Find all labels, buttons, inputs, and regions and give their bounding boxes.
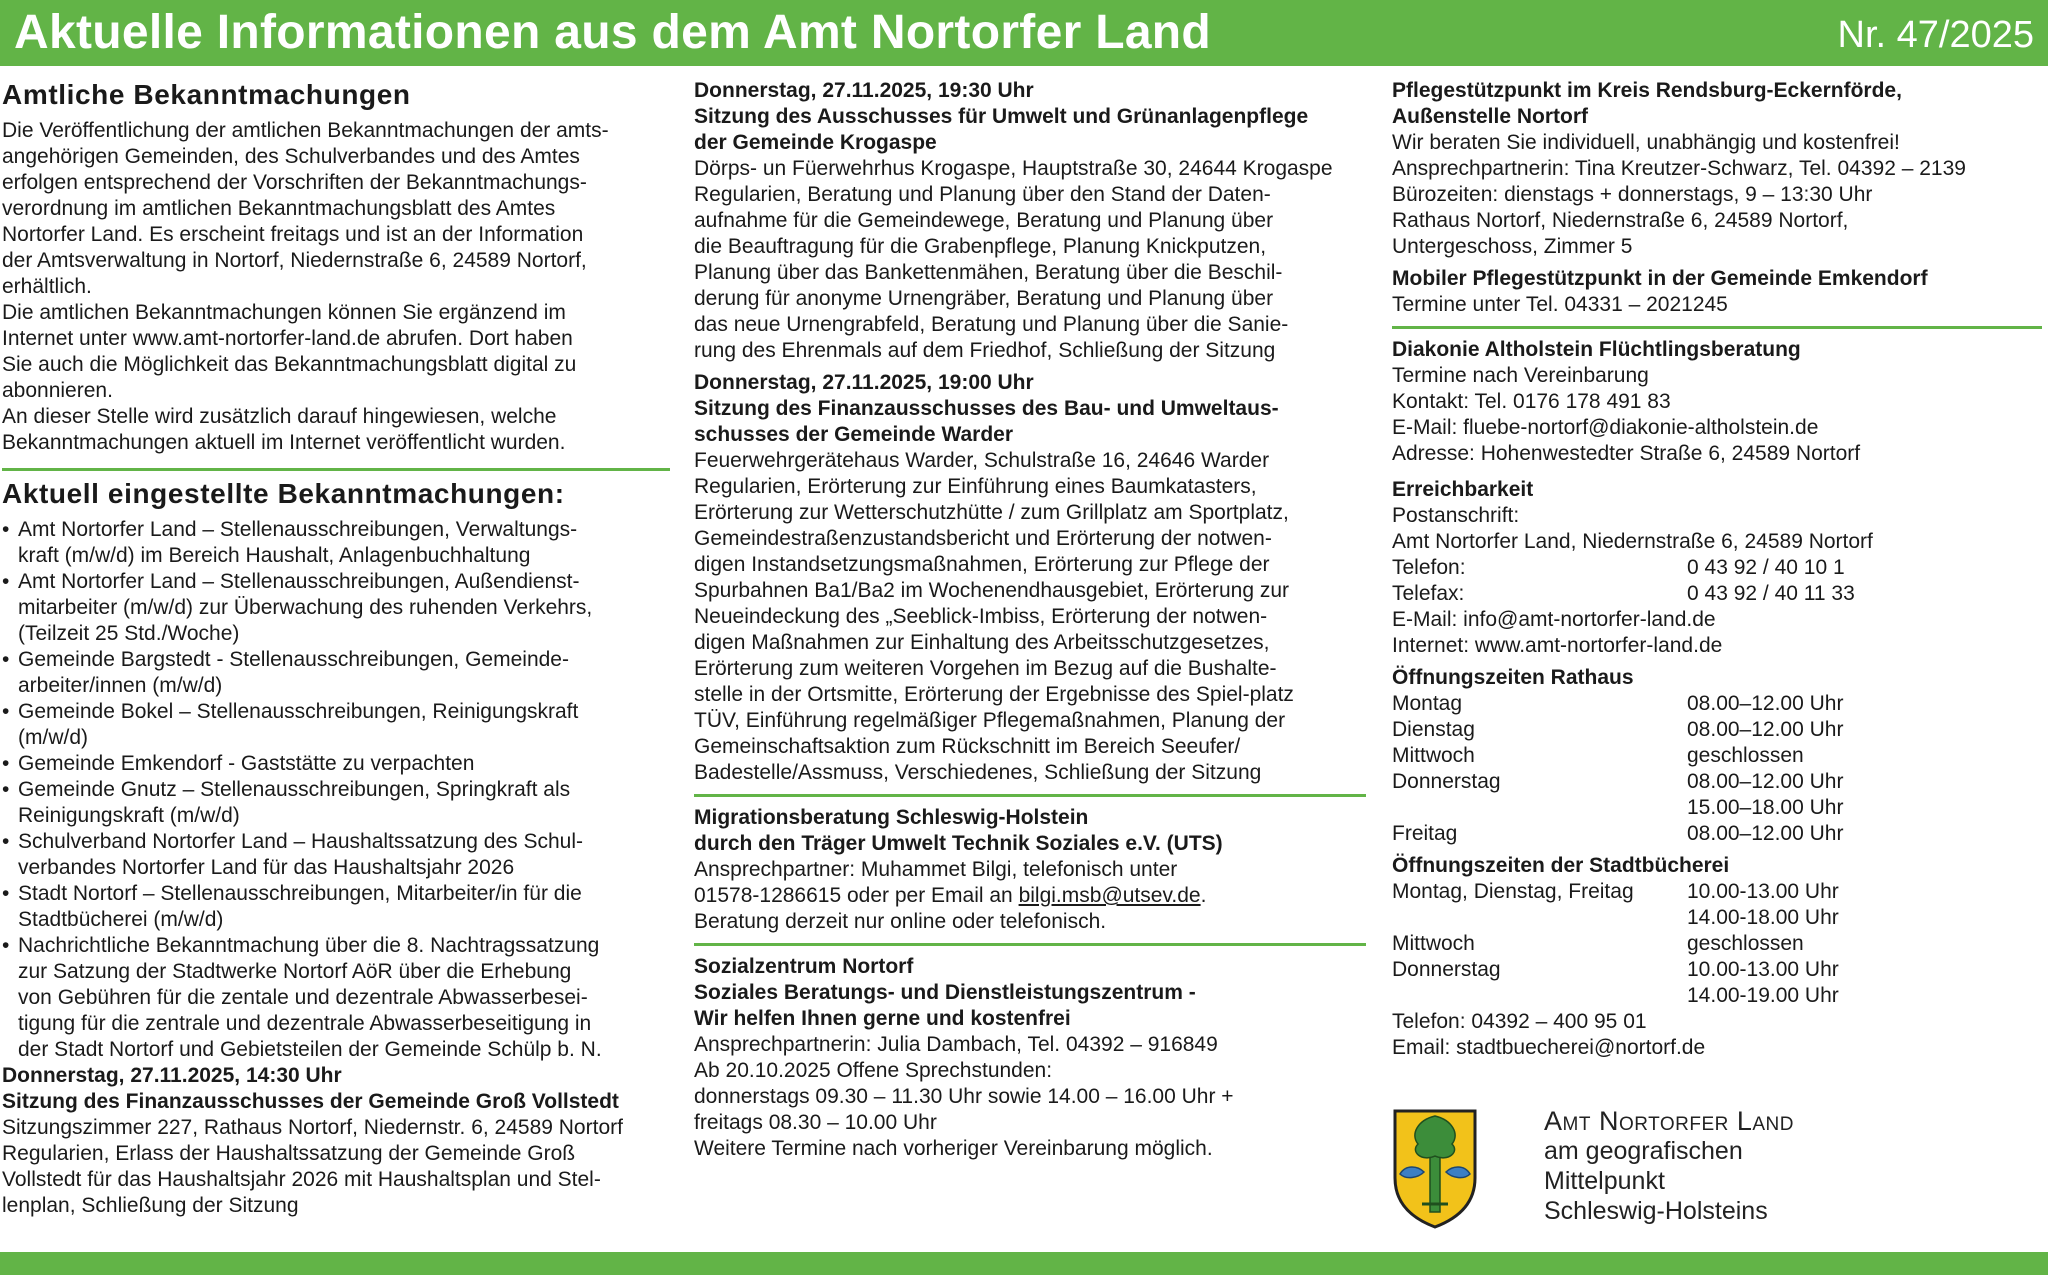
sozialzentrum-line: donnerstags 09.30 – 11.30 Uhr sowie 14.00 – 16.00 Uhr + xyxy=(694,1085,1234,1108)
internet-line: Internet: www.amt-nortorfer-land.de xyxy=(1392,634,1723,657)
list-item: • Gemeinde Emkendorf - Gaststätte zu verpachten xyxy=(2,751,670,777)
divider xyxy=(1392,326,2042,329)
coat-of-arms-icon xyxy=(1392,1108,1478,1230)
meeting-line: derung für anonyme Urnengräber, Beratung und Planung über xyxy=(694,287,1274,310)
intro-line: erfolgen entsprechend der Vorschriften der Bekanntmachungs- xyxy=(2,171,587,194)
intro-text xyxy=(2,118,670,456)
meeting-title xyxy=(694,104,1366,156)
meeting-line: digen Instandsetzungsmaßnahmen, Erörterung zur Pflege der xyxy=(694,553,1270,576)
meeting-line: Feuerwehrgerätehaus Warder, Schulstraße 16, 24646 Warder xyxy=(694,449,1270,472)
meeting-title-line: Sitzung des Ausschusses für Umwelt und Grünanlagenpflege xyxy=(694,105,1309,128)
pflege-title-line: Außenstelle Nortorf xyxy=(1392,105,1589,128)
meeting-date: Donnerstag, 27.11.2025, 19:00 Uhr xyxy=(694,371,1034,394)
list-item: • Gemeinde Bokel – Stellenausschreibungen, Reinigungskraft (m/w/d) xyxy=(2,699,670,751)
pflege-line: Ansprechpartnerin: Tina Kreutzer-Schwarz, Tel. 04392 – 2139 xyxy=(1392,157,1966,180)
hours-row: Freitag 08.00–12.00 Uhr xyxy=(1392,822,1844,845)
sozialzentrum-title-line: Wir helfen Ihnen gerne und kostenfrei xyxy=(694,1007,1071,1030)
logo-title: Amt Nortorfer Land xyxy=(1544,1106,1794,1136)
rathaus-hours-title: Öffnungszeiten Rathaus xyxy=(1392,666,1634,689)
pflege-details xyxy=(1392,130,2042,260)
meeting-line: Regularien, Erlass der Haushaltssatzung der Gemeinde Groß xyxy=(2,1142,576,1165)
sozialzentrum-title-line: Soziales Beratungs- und Dienstleistungszentrum - xyxy=(694,981,1196,1004)
sozialzentrum-title xyxy=(694,954,1366,1032)
migration-title-line: durch den Träger Umwelt Technik Soziales e.V. (UTS) xyxy=(694,832,1223,855)
intro-line: Bekanntmachungen aktuell im Internet veröffentlicht wurden. xyxy=(2,431,566,454)
diakonie-line: Kontakt: Tel. 0176 178 491 83 xyxy=(1392,390,1671,413)
library-hours-title: Öffnungszeiten der Stadtbücherei xyxy=(1392,854,1730,877)
telefax-row: Telefax: 0 43 92 / 40 11 33 xyxy=(1392,582,1855,605)
section-heading-aktuell: Aktuell eingestellte Bekanntmachungen: xyxy=(2,478,565,509)
column-left xyxy=(2,78,670,1219)
meeting-date: Donnerstag, 27.11.2025, 14:30 Uhr xyxy=(2,1064,342,1087)
meeting-line: Planung über das Bankettenmähen, Beratung über die Beschil- xyxy=(694,261,1283,284)
migration-title-line: Migrationsberatung Schleswig-Holstein xyxy=(694,806,1089,829)
rathaus-hours-table xyxy=(1392,691,2042,847)
page-title: Aktuelle Informationen aus dem Amt Nortorfer Land xyxy=(14,6,1212,59)
migration-contact: Ansprechpartner: Muhammet Bilgi, telefonisch unter xyxy=(694,858,1178,881)
meeting-line: rung des Ehrenmals auf dem Friedhof, Schließung der Sitzung xyxy=(694,339,1276,362)
sozialzentrum-line: Weitere Termine nach vorheriger Vereinbarung möglich. xyxy=(694,1137,1213,1160)
migration-note: Beratung derzeit nur online oder telefonisch. xyxy=(694,910,1107,933)
meeting-line: aufnahme für die Gemeindewege, Beratung und Planung über xyxy=(694,209,1274,232)
diakonie-line: Adresse: Hohenwestedter Straße 6, 24589 Nortorf xyxy=(1392,442,1861,465)
library-hours-table xyxy=(1392,879,2042,1009)
amt-logo xyxy=(1392,1106,2042,1236)
page-header xyxy=(0,0,2048,66)
email-line: E-Mail: info@amt-nortorfer-land.de xyxy=(1392,608,1716,631)
hours-row: Donnerstag 08.00–12.00 Uhr xyxy=(1392,770,1844,793)
meeting-title-line: schusses der Gemeinde Warder xyxy=(694,423,1014,446)
meeting-line: Regularien, Beratung und Planung über den Stand der Daten- xyxy=(694,183,1271,206)
intro-line: Sie auch die Möglichkeit das Bekanntmachungsblatt digital zu xyxy=(2,353,577,376)
list-item: • Amt Nortorfer Land – Stellenausschreibungen, Verwaltungs- kraft (m/w/d) im Bereich Haushalt, Anlagenbuchhaltung xyxy=(2,517,670,569)
list-item: • Amt Nortorfer Land – Stellenausschreibungen, Außendienst- mitarbeiter (m/w/d) zur Überwachung des ruhenden Verkehrs, (Teilzeit 25 Std./Woche) xyxy=(2,569,670,647)
meeting-details xyxy=(694,448,1366,786)
meeting-line: Gemeindestraßenzustandsbericht und Erörterung der notwen- xyxy=(694,527,1272,550)
erreichbarkeit-title: Erreichbarkeit xyxy=(1392,478,1534,501)
intro-line: Nortorfer Land. Es erscheint freitags und ist an der Information xyxy=(2,223,584,246)
logo-text xyxy=(1544,1106,1794,1226)
pflege-line: Rathaus Nortorf, Niedernstraße 6, 24589 Nortorf, xyxy=(1392,209,1849,232)
list-item: • Gemeinde Bargstedt - Stellenausschreibungen, Gemeinde- arbeiter/innen (m/w/d) xyxy=(2,647,670,699)
hours-row: 14.00-18.00 Uhr xyxy=(1687,906,1839,929)
list-item: • Schulverband Nortorfer Land – Haushaltssatzung des Schul- verbandes Nortorfer Land für das Haushaltsjahr 2026 xyxy=(2,829,670,881)
intro-line: An dieser Stelle wird zusätzlich darauf hingewiesen, welche xyxy=(2,405,557,428)
mobil-line: Termine unter Tel. 04331 – 2021245 xyxy=(1392,293,1728,316)
diakonie-line: Termine nach Vereinbarung xyxy=(1392,364,1649,387)
list-item: • Gemeinde Gnutz – Stellenausschreibungen, Springkraft als Reinigungskraft (m/w/d) xyxy=(2,777,670,829)
hours-row: Donnerstag 10.00-13.00 Uhr xyxy=(1392,958,1839,981)
migration-title xyxy=(694,805,1366,857)
meeting-line: lenplan, Schließung der Sitzung xyxy=(2,1194,299,1217)
meeting-details xyxy=(694,156,1366,364)
intro-line: Die Veröffentlichung der amtlichen Bekanntmachungen der amts- xyxy=(2,119,609,142)
pflege-title-line: Pflegestützpunkt im Kreis Rendsburg-Eckernförde, xyxy=(1392,79,1902,102)
meeting-title: Sitzung des Finanzausschusses der Gemeinde Groß Vollstedt xyxy=(2,1090,619,1113)
sozialzentrum-line: Ansprechpartnerin: Julia Dambach, Tel. 04392 – 916849 xyxy=(694,1033,1218,1056)
meeting-line: Regularien, Erörterung zur Einführung eines Baumkatasters, xyxy=(694,475,1257,498)
meeting-line: das neue Urnengrabfeld, Beratung und Planung über die Sanie- xyxy=(694,313,1289,336)
meeting-line: TÜV, Einführung regelmäßiger Pflegemaßnahmen, Planung der xyxy=(694,709,1286,732)
meeting-line: Badestelle/Assmuss, Verschiedenes, Schließung der Sitzung xyxy=(694,761,1262,784)
sozialzentrum-title-line: Sozialzentrum Nortorf xyxy=(694,955,914,978)
meeting-details xyxy=(2,1115,670,1219)
library-phone: Telefon: 04392 – 400 95 01 xyxy=(1392,1010,1647,1033)
library-email: Email: stadtbuecherei@nortorf.de xyxy=(1392,1036,1706,1059)
meeting-line: Erörterung zur Wetterschutzhütte / zum Grillplatz am Sportplatz, xyxy=(694,501,1289,524)
intro-line: Internet unter www.amt-nortorfer-land.de abrufen. Dort haben xyxy=(2,327,573,350)
pflege-line: Untergeschoss, Zimmer 5 xyxy=(1392,235,1633,258)
meeting-line: Erörterung zum weiteren Vorgehen im Bezug auf die Bushalte- xyxy=(694,657,1277,680)
hours-row: Montag, Dienstag, Freitag 10.00-13.00 Uhr xyxy=(1392,880,1839,903)
meeting-title xyxy=(694,396,1366,448)
section-heading-amtliche: Amtliche Bekanntmachungen xyxy=(2,79,411,110)
intro-line: der Amtsverwaltung in Nortorf, Niedernstraße 6, 24589 Nortorf, xyxy=(2,249,587,272)
diakonie-line: E-Mail: fluebe-nortorf@diakonie-altholstein.de xyxy=(1392,416,1819,439)
pflege-line: Bürozeiten: dienstags + donnerstags, 9 – 13:30 Uhr xyxy=(1392,183,1873,206)
hours-row: Mittwoch geschlossen xyxy=(1392,932,1804,955)
divider xyxy=(694,943,1366,946)
migration-email-link[interactable]: bilgi.msb@utsev.de xyxy=(1018,884,1201,907)
migration-phone-email: 01578-1286615 oder per Email an bilgi.msb@utsev.de. xyxy=(694,884,1207,907)
postanschrift-label: Postanschrift: xyxy=(1392,504,1520,527)
column-right xyxy=(1392,78,2042,1061)
postanschrift-address: Amt Nortorfer Land, Niedernstraße 6, 24589 Nortorf xyxy=(1392,530,1873,553)
logo-line: Schleswig-Holsteins xyxy=(1544,1197,1768,1225)
meeting-line: die Beauftragung für die Grabenpflege, Planung Knickputzen, xyxy=(694,235,1267,258)
intro-line: Die amtlichen Bekanntmachungen können Sie ergänzend im xyxy=(2,301,566,324)
logo-line: am geografischen xyxy=(1544,1137,1743,1165)
meeting-title-line: der Gemeinde Krogaspe xyxy=(694,131,937,154)
hours-row: Montag 08.00–12.00 Uhr xyxy=(1392,692,1844,715)
column-middle xyxy=(694,78,1366,1162)
diakonie-title: Diakonie Altholstein Flüchtlingsberatung xyxy=(1392,338,1801,361)
sozialzentrum-line: Ab 20.10.2025 Offene Sprechstunden: xyxy=(694,1059,1053,1082)
intro-line: angehörigen Gemeinden, des Schulverbandes und des Amtes xyxy=(2,145,580,168)
list-item: • Stadt Nortorf – Stellenausschreibungen, Mitarbeiter/in für die Stadtbücherei (m/w/d) xyxy=(2,881,670,933)
meeting-line: Gemeinschaftsaktion zum Rückschnitt im Bereich Seeufer/ xyxy=(694,735,1241,758)
intro-line: abonnieren. xyxy=(2,379,113,402)
meeting-line: Sitzungszimmer 227, Rathaus Nortorf, Niedernstr. 6, 24589 Nortorf xyxy=(2,1116,623,1139)
divider xyxy=(2,468,670,471)
hours-row: Mittwoch geschlossen xyxy=(1392,744,1804,767)
meeting-line: Vollstedt für das Haushaltsjahr 2026 mit Haushaltsplan und Stel- xyxy=(2,1168,601,1191)
divider xyxy=(694,794,1366,797)
meeting-line: stelle in der Ortsmitte, Erörterung der Ergebnisse des Spiel-platz xyxy=(694,683,1294,706)
meeting-line: Dörps- un Füerwehrhus Krogaspe, Hauptstraße 30, 24644 Krogaspe xyxy=(694,157,1333,180)
hours-row: Dienstag 08.00–12.00 Uhr xyxy=(1392,718,1844,741)
logo-line: Mittelpunkt xyxy=(1544,1167,1665,1195)
meeting-date: Donnerstag, 27.11.2025, 19:30 Uhr xyxy=(694,79,1034,102)
pflege-line: Wir beraten Sie individuell, unabhängig und kostenfrei! xyxy=(1392,131,1900,154)
pflege-title xyxy=(1392,78,2042,130)
mobil-title: Mobiler Pflegestützpunkt in der Gemeinde Emkendorf xyxy=(1392,267,1928,290)
meeting-line: Neueindeckung des „Seeblick-Imbiss, Erörterung der notwen- xyxy=(694,605,1268,628)
intro-line: verordnung im amtlichen Bekanntmachungsblatt des Amtes xyxy=(2,197,556,220)
meeting-line: Spurbahnen Ba1/Ba2 im Wochenendhausgebiet, Erörterung zur xyxy=(694,579,1290,602)
sozialzentrum-line: freitags 08.30 – 10.00 Uhr xyxy=(694,1111,937,1134)
list-item: • Nachrichtliche Bekanntmachung über die 8. Nachtragssatzung zur Satzung der Stadtwerke Nortorf AöR über die Erhebung von Gebühren für die zentale und dezentrale Abwasserbesei- tigung für die zentrale und dezentrale Abwasserbeseitigung in der Stadt Nortorf und Gebietsteilen der Gemeinde Schülp b. N. xyxy=(2,933,670,1063)
page-footer-bar xyxy=(0,1252,2048,1275)
issue-number: Nr. 47/2025 xyxy=(1837,14,2034,56)
hours-row: 15.00–18.00 Uhr xyxy=(1687,796,1844,819)
diakonie-details xyxy=(1392,363,2042,467)
meeting-line: digen Maßnahmen zur Einhaltung des Arbeitsschutzgesetzes, xyxy=(694,631,1270,654)
intro-line: erhältlich. xyxy=(2,275,92,298)
telefon-row: Telefon: 0 43 92 / 40 10 1 xyxy=(1392,556,1845,579)
meeting-title-line: Sitzung des Finanzausschusses des Bau- und Umweltaus- xyxy=(694,397,1279,420)
sozialzentrum-details xyxy=(694,1032,1366,1162)
announcement-list xyxy=(2,517,670,1063)
hours-row: 14.00-19.00 Uhr xyxy=(1687,984,1839,1007)
